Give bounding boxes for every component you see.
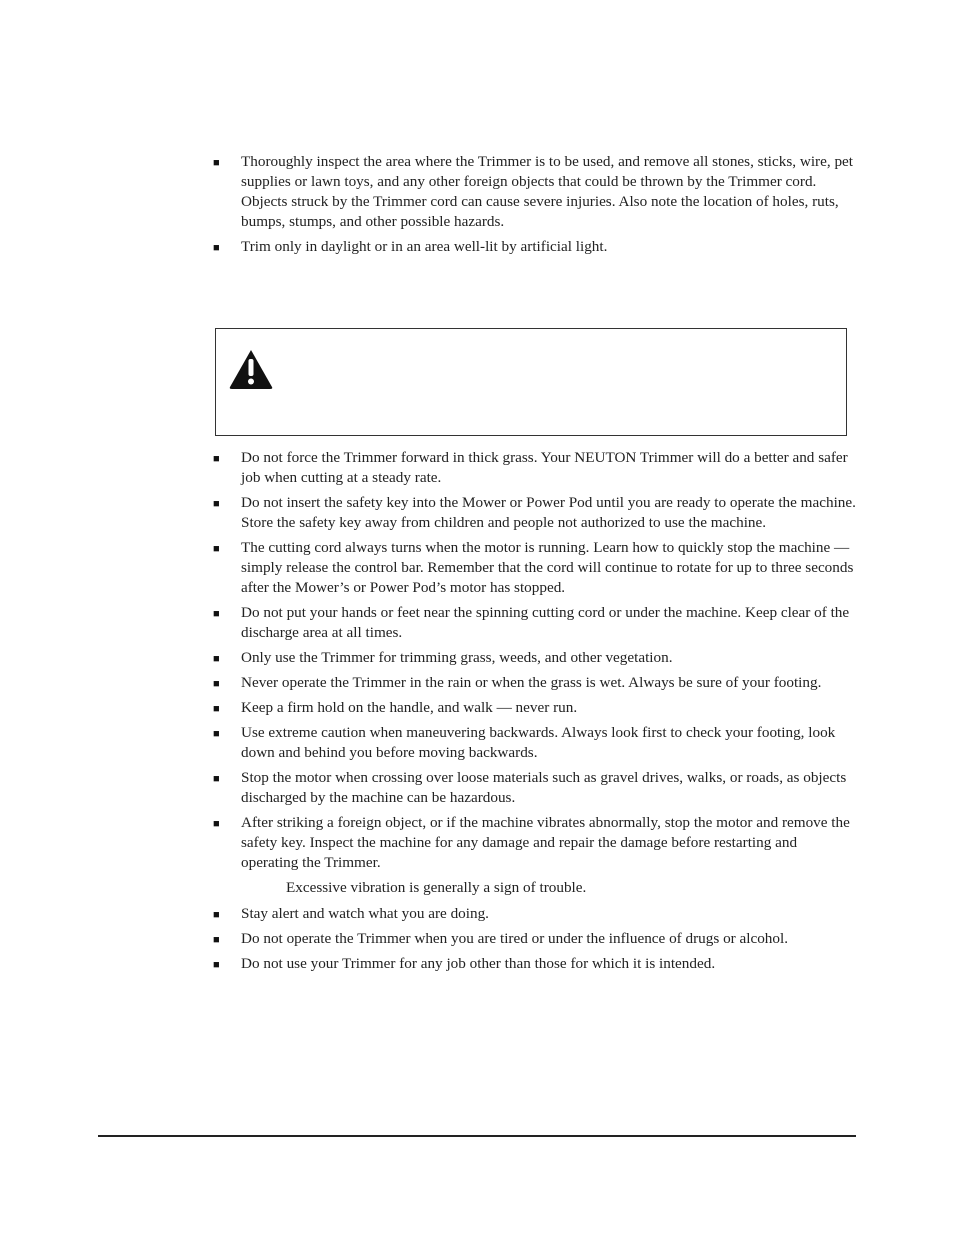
square-bullet-icon: ■ — [213, 242, 220, 254]
list-item-text: Stop the motor when crossing over loose materials such as gravel drives, walks, or roads, as objects discharged by the machine can be hazardous. — [241, 769, 847, 806]
square-bullet-icon: ■ — [213, 653, 220, 665]
vibration-note: Excessive vibration is generally a sign of trouble. — [286, 879, 587, 896]
list-item — [213, 954, 858, 974]
list-item-text: Trim only in daylight or in an area well-lit by artificial light. — [241, 238, 608, 255]
list-item-text: Do not insert the safety key into the Mower or Power Pod until you are ready to operate the machine. Store the safety key away from children and people not authorized to use the machine. — [241, 494, 856, 531]
list-item — [213, 448, 858, 488]
list-item — [213, 904, 858, 924]
list-item — [213, 698, 858, 718]
list-item — [213, 673, 858, 693]
list-item-text: Use extreme caution when maneuvering backwards. Always look first to check your footing, look down and behind you before moving backwards. — [241, 724, 836, 761]
square-bullet-icon: ■ — [213, 453, 220, 465]
square-bullet-icon: ■ — [213, 157, 220, 169]
square-bullet-icon: ■ — [213, 608, 220, 620]
list-item-text: Only use the Trimmer for trimming grass, weeds, and other vegetation. — [241, 649, 673, 666]
safety-list-preparation — [213, 152, 858, 262]
square-bullet-icon: ■ — [213, 703, 220, 715]
square-bullet-icon: ■ — [213, 728, 220, 740]
square-bullet-icon: ■ — [213, 773, 220, 785]
square-bullet-icon: ■ — [213, 959, 220, 971]
list-item — [213, 768, 858, 808]
list-item — [213, 603, 858, 643]
safety-list-operation — [213, 448, 858, 979]
square-bullet-icon: ■ — [213, 934, 220, 946]
square-bullet-icon: ■ — [213, 909, 220, 921]
footer-rule — [98, 1135, 856, 1137]
list-item — [213, 538, 858, 598]
list-item — [213, 152, 858, 232]
list-item-text: Thoroughly inspect the area where the Trimmer is to be used, and remove all stones, sticks, wire, pet supplies or lawn toys, and any other foreign objects that could be thrown by the Trimmer cord. Objects struck by the Trimmer cord can cause severe injuries. Also note the location of holes, ruts, bumps, stumps, and other possible hazards. — [241, 153, 853, 230]
list-item — [213, 648, 858, 668]
warning-box — [215, 328, 847, 436]
list-item — [213, 493, 858, 533]
list-item — [213, 723, 858, 763]
list-item-text: Stay alert and watch what you are doing. — [241, 905, 489, 922]
list-item-text: Do not use your Trimmer for any job other than those for which it is intended. — [241, 955, 716, 972]
list-item-text: Do not operate the Trimmer when you are tired or under the influence of drugs or alcohol. — [241, 930, 789, 947]
list-item-text: Do not put your hands or feet near the spinning cutting cord or under the machine. Keep clear of the discharge area at all times. — [241, 604, 850, 641]
warning-triangle-icon — [228, 348, 274, 390]
list-item-text: The cutting cord always turns when the motor is running. Learn how to quickly stop the machine — simply release the control bar. Remember that the cord will continue to rotate for up to three seconds after the Mower’s or Power Pod’s motor has stopped. — [241, 539, 854, 596]
square-bullet-icon: ■ — [213, 543, 220, 555]
square-bullet-icon: ■ — [213, 818, 220, 830]
list-item-text: Never operate the Trimmer in the rain or when the grass is wet. Always be sure of your footing. — [241, 674, 822, 691]
list-item-text: Do not force the Trimmer forward in thick grass. Your NEUTON Trimmer will do a better and safer job when cutting at a steady rate. — [241, 449, 848, 486]
list-item-text: After striking a foreign object, or if the machine vibrates abnormally, stop the motor and remove the safety key. Inspect the machine for any damage and repair the damage before restarting and operating the Trimmer. — [241, 814, 850, 871]
square-bullet-icon: ■ — [213, 498, 220, 510]
list-item — [213, 929, 858, 949]
list-item — [213, 237, 858, 257]
list-item-text: Keep a firm hold on the handle, and walk — never run. — [241, 699, 578, 716]
list-item — [213, 813, 858, 873]
square-bullet-icon: ■ — [213, 678, 220, 690]
